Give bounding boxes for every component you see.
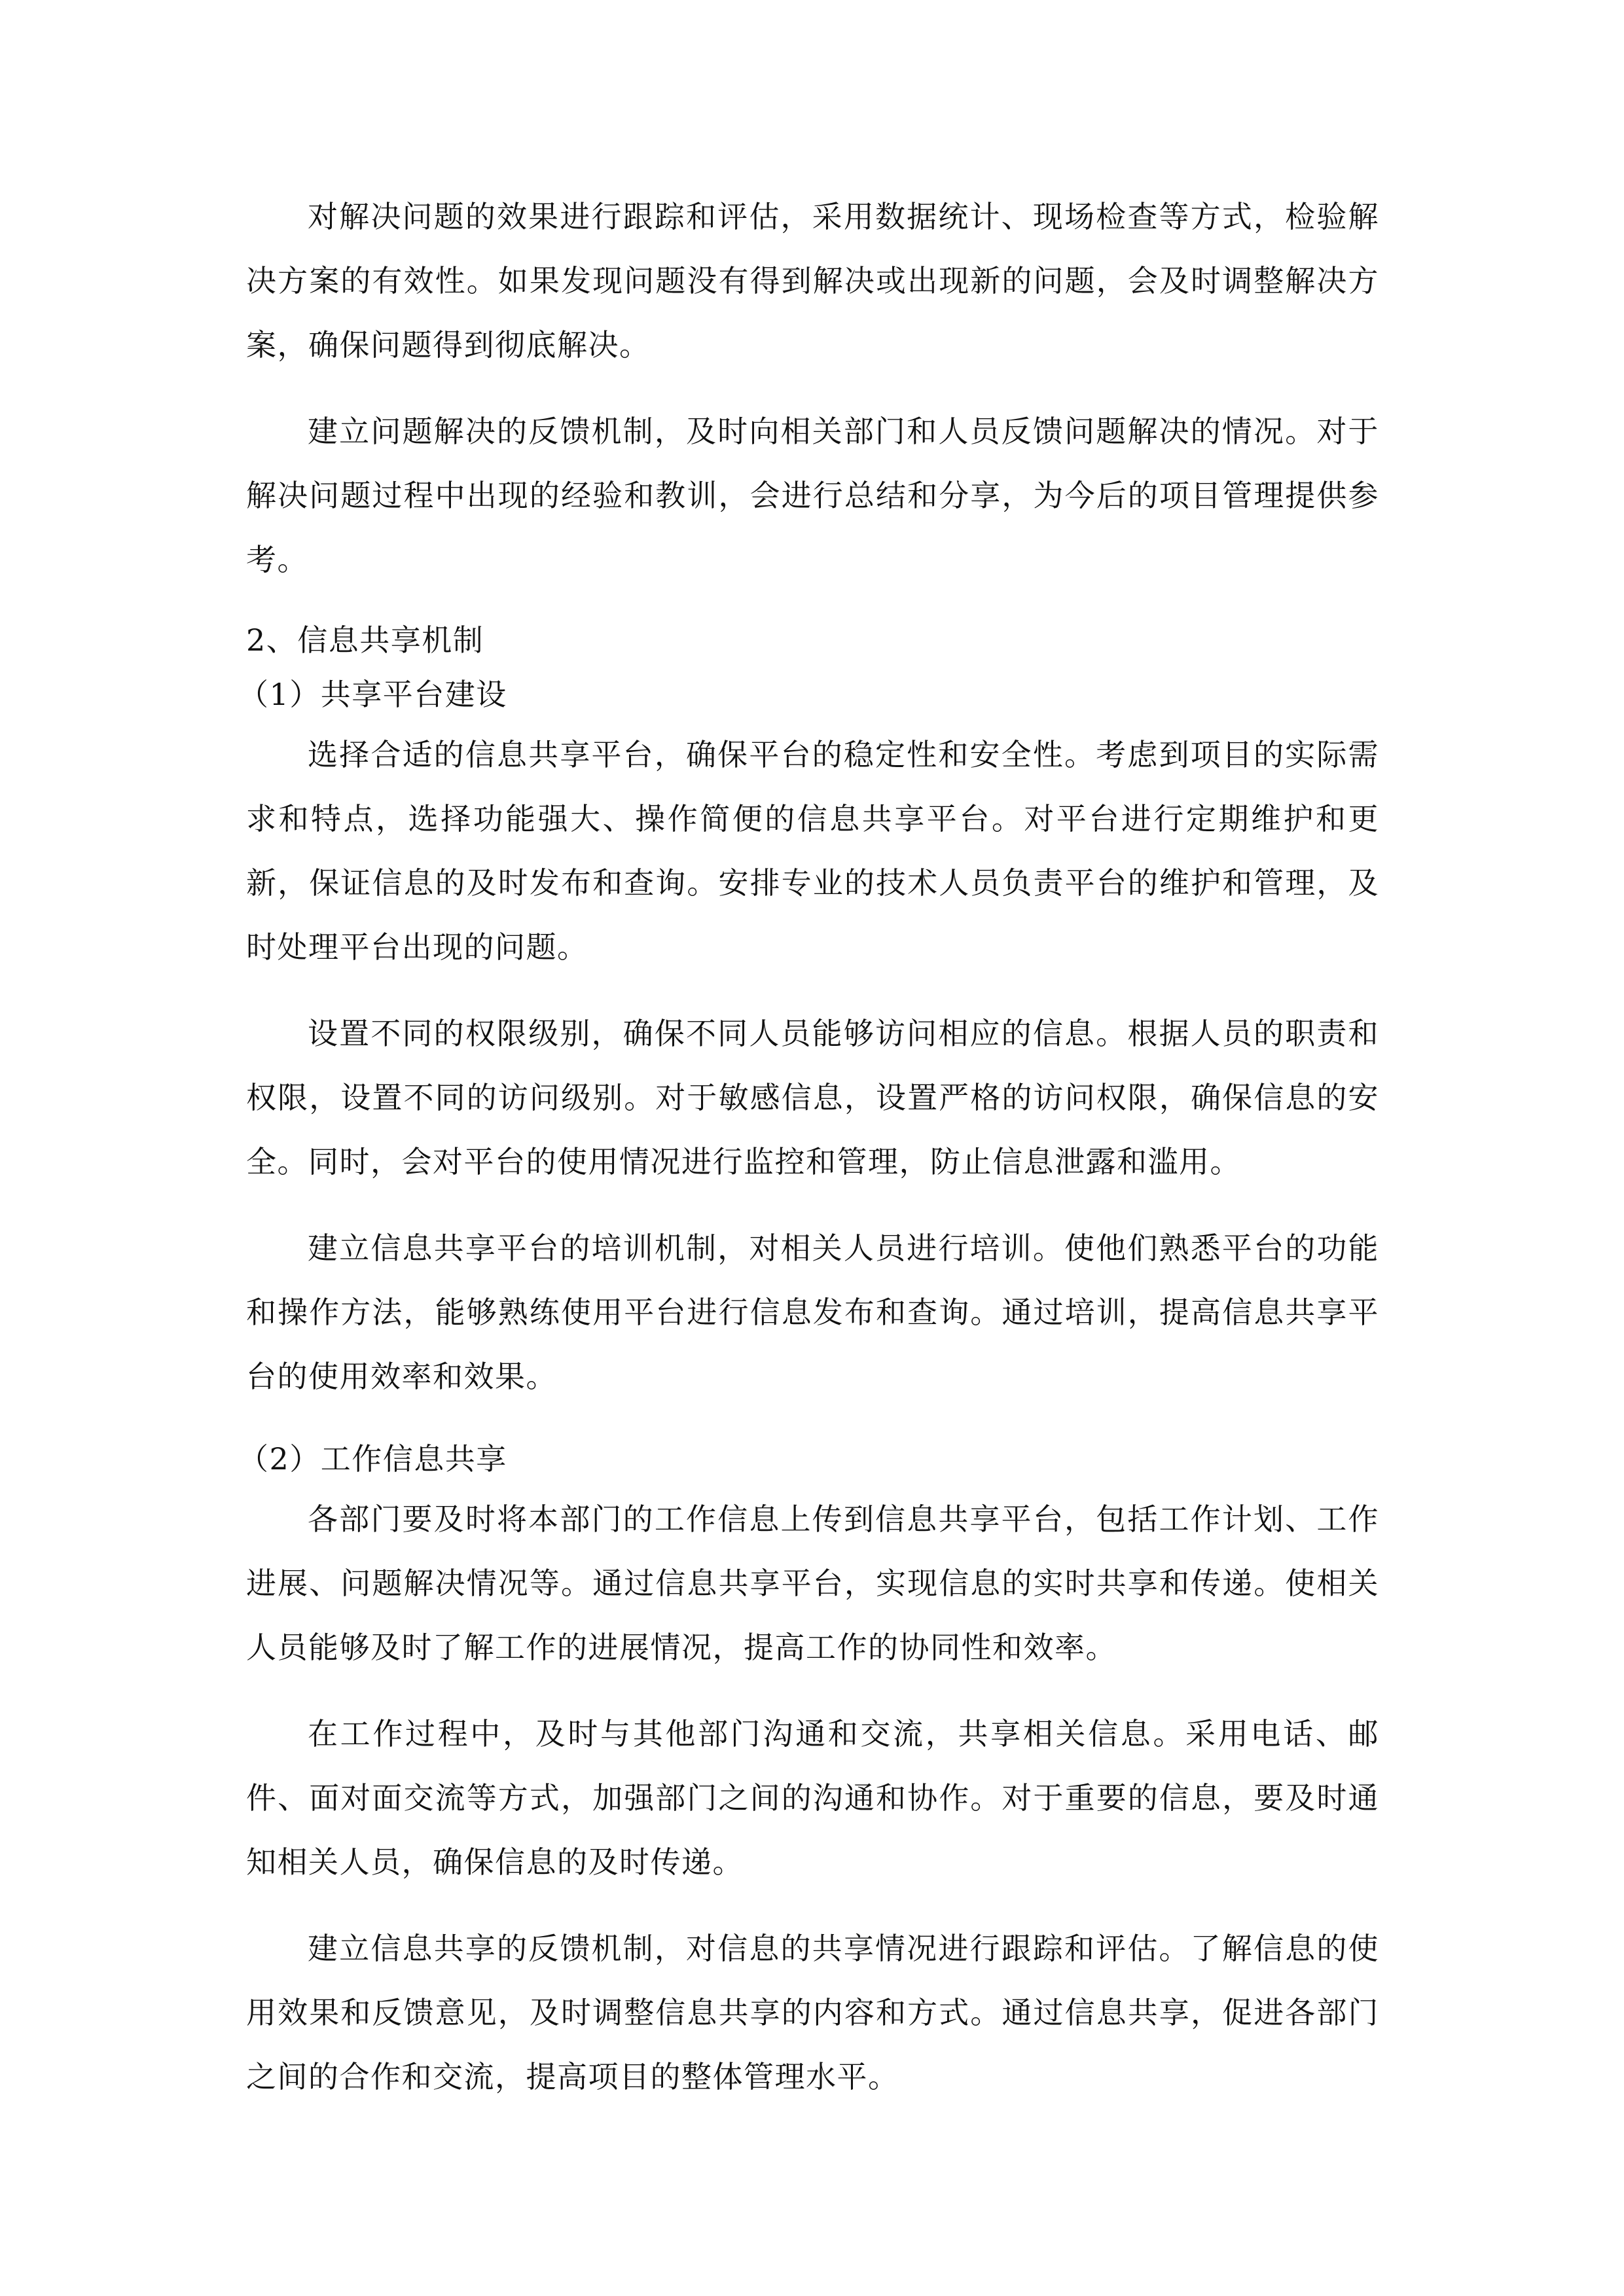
paragraph-tracking-evaluation: 对解决问题的效果进行跟踪和评估，采用数据统计、现场检查等方式，检验解决方案的有效性。如果发现问题没有得到解决或出现新的问题，会及时调整解决方案，确保问题得到彻底解决。 xyxy=(246,199,1379,363)
paragraph-platform-selection: 选择合适的信息共享平台，确保平台的稳定性和安全性。考虑到项目的实际需求和特点，选择功能强大、操作简便的信息共享平台。对平台进行定期维护和更新，保证信息的及时发布和查询。安排专业的技术人员负责平台的维护和管理，及时处理平台出现的问题。 xyxy=(246,737,1379,965)
paragraph-upload-work-info: 各部门要及时将本部门的工作信息上传到信息共享平台，包括工作计划、工作进展、问题解决情况等。通过信息共享平台，实现信息的实时共享和传递。使相关人员能够及时了解工作的进展情况，提高工作的协同性和效率。 xyxy=(246,1501,1379,1665)
subsection-heading-work-info: （2）工作信息共享 xyxy=(238,1441,507,1477)
paragraph-training-mechanism: 建立信息共享平台的培训机制，对相关人员进行培训。使他们熟悉平台的功能和操作方法，能够熟练使用平台进行信息发布和查询。通过培训，提高信息共享平台的使用效率和效果。 xyxy=(246,1230,1379,1394)
paragraph-feedback-mechanism: 建立问题解决的反馈机制，及时向相关部门和人员反馈问题解决的情况。对于解决问题过程中出现的经验和教训，会进行总结和分享，为今后的项目管理提供参考。 xyxy=(246,414,1379,577)
section-heading-info-sharing: 2、信息共享机制 xyxy=(246,622,484,658)
paragraph-sharing-feedback: 建立信息共享的反馈机制，对信息的共享情况进行跟踪和评估。了解信息的使用效果和反馈意见，及时调整信息共享的内容和方式。通过信息共享，促进各部门之间的合作和交流，提高项目的整体管理水平。 xyxy=(246,1931,1379,2094)
paragraph-permission-levels: 设置不同的权限级别，确保不同人员能够访问相应的信息。根据人员的职责和权限，设置不同的访问级别。对于敏感信息，设置严格的访问权限，确保信息的安全。同时，会对平台的使用情况进行监控和管理，防止信息泄露和滥用。 xyxy=(246,1016,1379,1179)
paragraph-cross-department-communication: 在工作过程中，及时与其他部门沟通和交流，共享相关信息。采用电话、邮件、面对面交流等方式，加强部门之间的沟通和协作。对于重要的信息，要及时通知相关人员，确保信息的及时传递。 xyxy=(246,1716,1379,1880)
subsection-heading-platform: （1）共享平台建设 xyxy=(238,677,507,712)
